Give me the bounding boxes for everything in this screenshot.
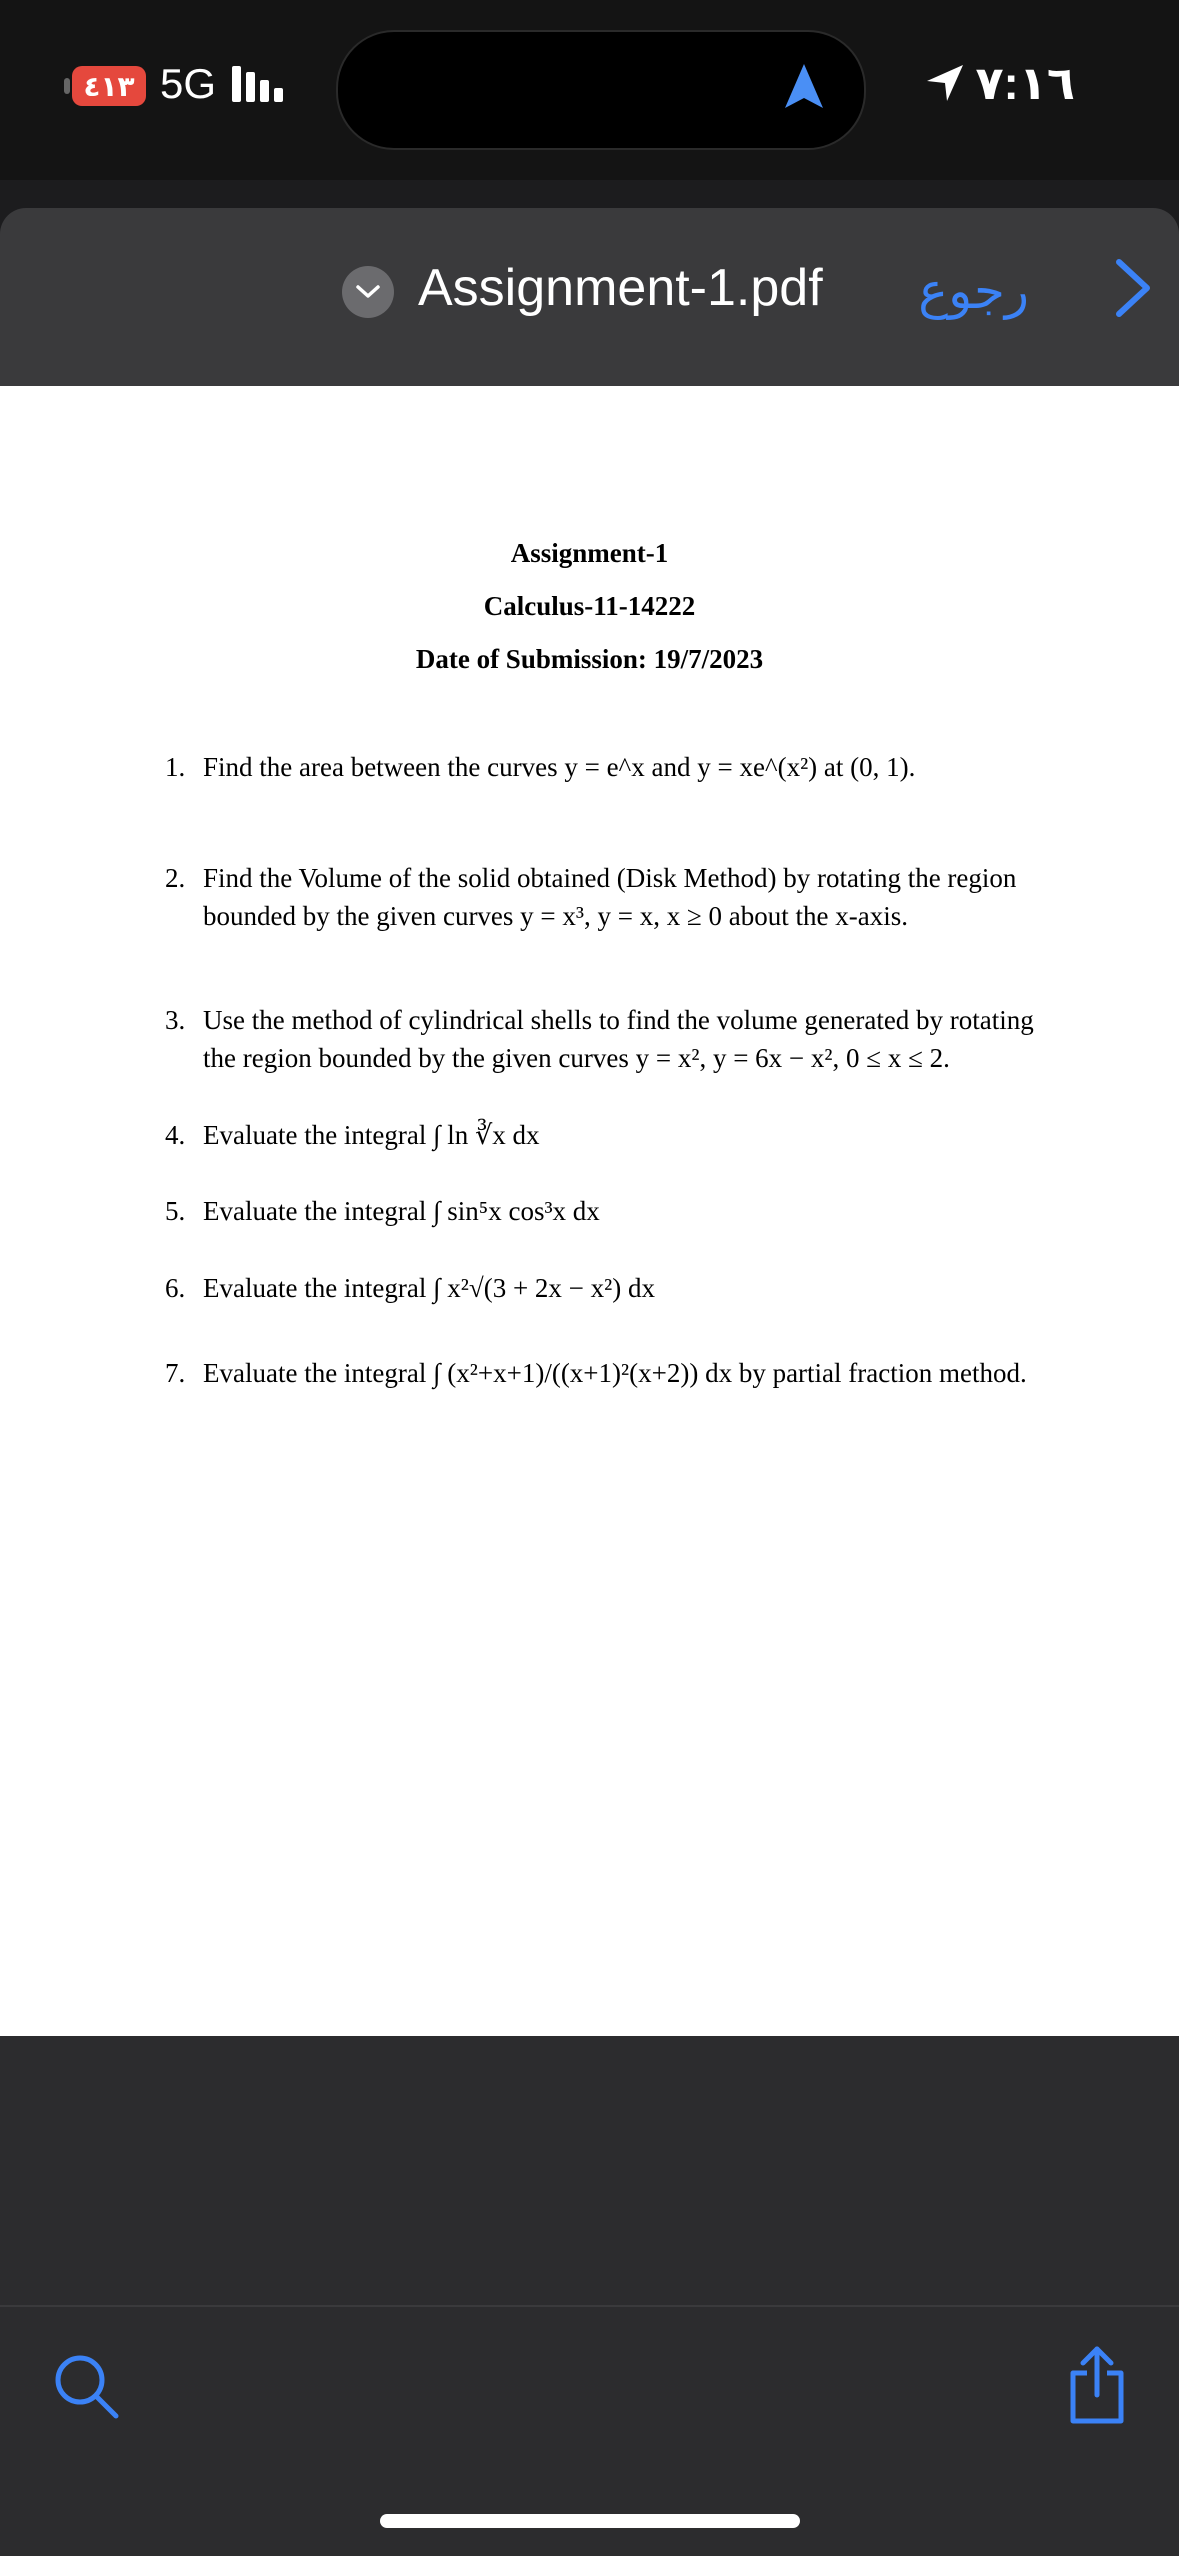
bottom-area (0, 2036, 1179, 2556)
home-indicator[interactable] (380, 2514, 800, 2528)
time-group (925, 56, 1075, 110)
question-6: 6. Evaluate the integral ∫ x²√(3 + 2x − x²) dx (165, 1273, 655, 1303)
question-1-text: Find the area between the curves y = e^x and y = xe^(x²) at (0, 1). (203, 752, 916, 782)
network-type: 5G (160, 60, 217, 107)
question-3: 3. Use the method of cylindrical shells to find the volume generated by rotating the region bounded by the given curves y = x², y = 6x − x², 0 ≤ x ≤ 2. (165, 1001, 1034, 1077)
question-4-text: Evaluate the integral ∫ ln ∛x dx (203, 1120, 540, 1150)
document-title[interactable]: Assignment-1.pdf (418, 259, 823, 317)
chevron-down-icon (355, 284, 381, 300)
battery-indicator: ٤١٣ (72, 66, 146, 106)
clock: ٧:١٦ (975, 57, 1075, 109)
question-2: 2. Find the Volume of the solid obtained (Disk Method) by rotating the region bounded by the given curves y = x³, y = x, x ≥ 0 about the x-axis. (165, 859, 1016, 935)
battery-cap (64, 78, 70, 94)
navigation-arrow-icon (783, 62, 825, 110)
question-7-text: Evaluate the integral ∫ (x²+x+1)/((x+1)²(x+2)) dx by partial fraction method. (203, 1358, 1027, 1388)
question-7: 7. Evaluate the integral ∫ (x²+x+1)/((x+1)²(x+2)) dx by partial fraction method. (165, 1358, 1027, 1388)
pdf-page (0, 386, 1179, 2036)
submission-date: Date of Submission: 19/7/2023 (415, 644, 764, 674)
question-3-line-2: the region bounded by the given curves y = x², y = 6x − x², 0 ≤ x ≤ 2. (203, 1043, 950, 1073)
search-icon[interactable] (50, 2350, 122, 2422)
question-1: 1. Find the area between the curves y = e^x and y = xe^(x²) at (0, 1). (165, 752, 916, 782)
chevron-right-icon[interactable] (1109, 256, 1159, 320)
toolbar-divider (0, 2305, 1179, 2307)
question-2-line-2: bounded by the given curves y = x³, y = x, x ≥ 0 about the x-axis. (203, 901, 908, 931)
assignment-heading: Assignment-1 (510, 538, 669, 568)
share-icon[interactable] (1065, 2345, 1129, 2425)
question-3-line-1: Use the method of cylindrical shells to find the volume generated by rotating (203, 1005, 1034, 1035)
back-button-label[interactable]: رجوع (918, 263, 1029, 319)
question-4: 4. Evaluate the integral ∫ ln ∛x dx (165, 1120, 540, 1150)
status-bar (0, 0, 1179, 180)
title-menu-button[interactable] (342, 266, 394, 318)
question-2-line-1: Find the Volume of the solid obtained (Disk Method) by rotating the region (203, 863, 1017, 893)
signal-bars-icon (232, 66, 284, 102)
course-heading: Calculus-11-14222 (483, 591, 696, 621)
question-5-text: Evaluate the integral ∫ sin⁵x cos³x dx (203, 1196, 600, 1226)
question-5: 5. Evaluate the integral ∫ sin⁵x cos³x dx (165, 1196, 600, 1226)
location-arrow-icon (925, 63, 965, 103)
question-6-text: Evaluate the integral ∫ x²√(3 + 2x − x²) dx (203, 1273, 655, 1303)
